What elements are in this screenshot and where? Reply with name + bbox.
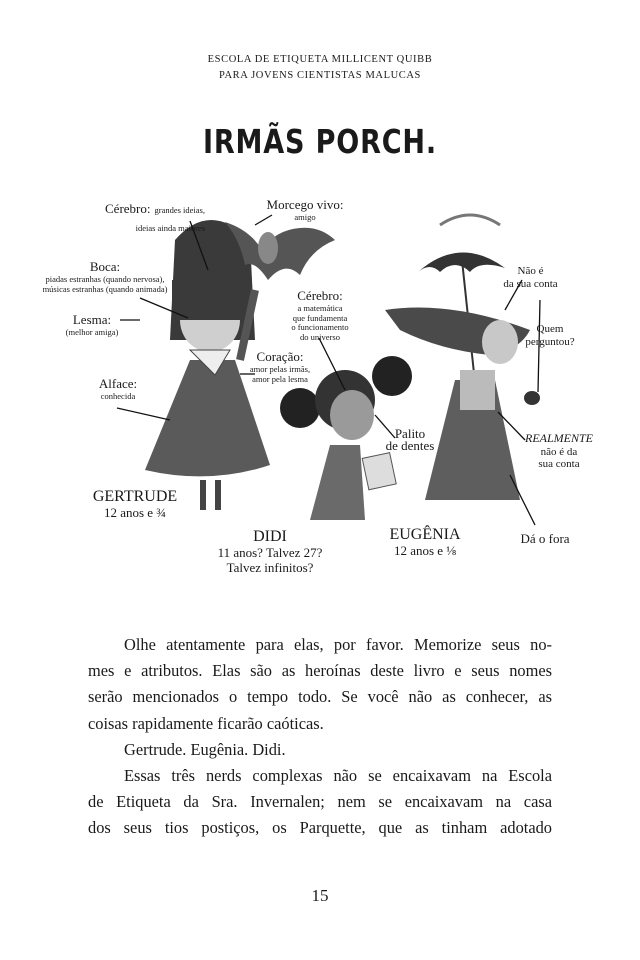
label-text: conhecida xyxy=(100,390,136,401)
label-quem xyxy=(520,323,580,348)
running-header-line1: ESCOLA DE ETIQUETA MILLICENT QUIBB xyxy=(207,54,433,65)
label-title: Alface: xyxy=(98,376,138,391)
text-line: Essas três nerds complexas não se encaixavam na Escola xyxy=(124,765,552,785)
label-text: Não é xyxy=(517,265,544,277)
label-text: perguntou? xyxy=(525,335,575,348)
label-title: Cérebro: xyxy=(297,288,343,303)
label-text: não é da xyxy=(540,445,578,458)
label-text: (melhor amiga) xyxy=(65,326,119,337)
label-text: ideias ainda maiores xyxy=(135,223,205,234)
label-text: do universo xyxy=(300,332,340,343)
character-name: GERTRUDE xyxy=(92,488,178,505)
label-text: amigo xyxy=(294,211,316,222)
text-line: dos seus tios postiços, os Parquette, que as tinham adotado xyxy=(88,818,552,838)
page-number: 15 xyxy=(311,886,329,905)
character-age: 11 anos? Talvez 27? xyxy=(217,545,323,561)
label-title: Boca: xyxy=(89,259,121,274)
character-age: Talvez infinitos? xyxy=(226,560,314,576)
label-text: de dentes xyxy=(385,437,435,453)
label-realmente xyxy=(518,432,600,471)
character-name: EUGÊNIA xyxy=(389,526,461,543)
label-text: músicas estranhas (quando animada) xyxy=(42,283,168,294)
paragraph-2 xyxy=(88,737,552,763)
eugenia-figure xyxy=(385,215,540,500)
label-title: Lesma: xyxy=(72,312,112,327)
name-didi xyxy=(215,528,325,576)
text-line: coisas rapidamente ficarão caóticas. xyxy=(88,713,324,733)
label-title: Cérebro: xyxy=(105,201,151,216)
text-line: Olhe atentamente para elas, por favor. Memorize seus no- xyxy=(124,635,552,654)
label-nao-e xyxy=(503,265,558,290)
label-coracao xyxy=(240,350,320,384)
name-gertrude xyxy=(80,488,190,521)
label-text: da sua conta xyxy=(503,277,558,290)
label-text: grandes ideias, xyxy=(154,205,205,215)
label-alface xyxy=(88,377,148,402)
label-text: amor pela lesma xyxy=(252,373,308,384)
label-cerebro-didi xyxy=(280,289,360,343)
text-line: Gertrude. Eugênia. Didi. xyxy=(124,739,286,759)
paragraph-3 xyxy=(88,763,552,842)
label-text: piadas estranhas (quando nervosa), xyxy=(45,273,165,284)
label-da-o-fora: Dá o fora xyxy=(520,531,570,546)
label-text: que fundamenta xyxy=(292,312,348,323)
character-name: DIDI xyxy=(253,528,287,545)
label-morcego xyxy=(250,198,360,223)
name-eugenia xyxy=(375,526,475,559)
label-text: o funcionamento xyxy=(291,322,349,333)
label-cerebro-gertrude xyxy=(95,200,205,237)
character-age: 12 anos e ¾ xyxy=(103,505,167,521)
text-line: serão mencionados o tempo todo. Se você não as conhecer, as xyxy=(88,687,552,707)
label-text: REALMENTE xyxy=(525,431,593,445)
label-palito xyxy=(380,427,440,454)
text-line: de Etiqueta da Sra. Invernalen; nem se encaixavam na casa xyxy=(88,792,552,812)
character-age: 12 anos e ⅛ xyxy=(393,543,457,559)
label-text: a matemática xyxy=(297,302,343,313)
label-text: Palito xyxy=(394,426,426,441)
paragraph-1 xyxy=(88,632,552,737)
label-text: sua conta xyxy=(538,458,580,471)
text-line: mes e atributos. Elas são as heroínas deste livro e seus nomes xyxy=(88,661,552,681)
running-header-line2: PARA JOVENS CIENTISTAS MALUCAS xyxy=(218,70,421,81)
label-text: amor pelas irmãs, xyxy=(249,363,311,374)
label-text: Quem xyxy=(536,323,564,335)
label-lesma xyxy=(62,313,122,338)
label-title: Coração: xyxy=(256,349,304,364)
page-title: IRMÃS PORCH. xyxy=(202,122,437,161)
label-title: Morcego vivo: xyxy=(266,197,344,212)
label-boca xyxy=(30,260,180,294)
body-text xyxy=(88,632,552,842)
